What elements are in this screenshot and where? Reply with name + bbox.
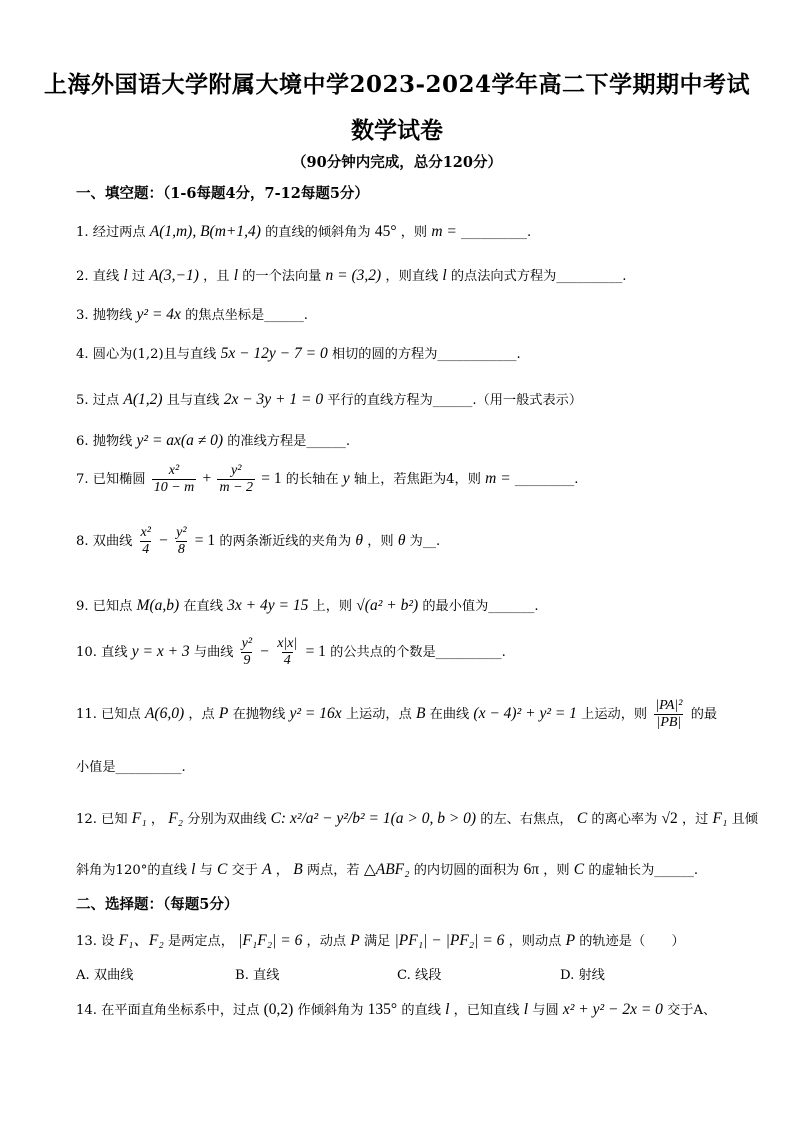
question-12-line-2: 斜角为120°的直线 l 与 C 交于 A ， B 两点，若 △ABF₂ 的内切圆的面积为 6π ，则 C 的虚轴长为______. xyxy=(76,861,699,878)
question-14: 14. 在平面直角坐标系中，过点 (0,2) 作倾斜角为 135° 的直线 l ，已知直线 l 与圆 x² + y² − 2x = 0 交于A、 xyxy=(76,1001,717,1018)
question-3: 3. 抛物线 y² = 4x 的焦点坐标是______. xyxy=(76,306,309,323)
q13-option-b: B. 直线 xyxy=(235,968,280,983)
q13-option-c: C. 线段 xyxy=(397,968,442,983)
exam-meta: （90分钟内完成，总分120分） xyxy=(292,154,502,171)
question-1: 1. 经过两点 A(1,m), B(m+1,4) 的直线的倾斜角为 45° ，则 m = __________. xyxy=(76,223,532,240)
section-1-heading: 一、填空题：（1-6每题4分，7-12每题5分） xyxy=(76,185,369,202)
exam-title: 上海外国语大学附属大境中学2023-2024学年高二下学期期中考试 xyxy=(43,71,751,98)
exam-subtitle: 数学试卷 xyxy=(351,117,443,144)
question-7: 7. 已知椭圆 $\frac{\text{x²}}{10 - m}$ + $\frac{\text{y²}}{m - 2}$ = 1 的长轴在 y 轴上，若焦距为4，则 m = _________. xyxy=(76,463,579,495)
fraction: $\frac{\text{x²}}{4}$ xyxy=(140,525,151,557)
fraction: $\frac{\text{y²}}{8}$ xyxy=(176,525,187,557)
fraction: $\frac{\text{y²}}{m - 2}$ xyxy=(219,463,254,495)
fraction: $\frac{\text{x²}}{10 - m}$ xyxy=(153,463,195,495)
fraction: $\frac{\text{|PA|²}}{|PB|}$ xyxy=(655,698,683,730)
q13-option-d: D. 射线 xyxy=(560,968,605,983)
question-8: 8. 双曲线 $\frac{\text{x²}}{4}$ − $\frac{\text{y²}}{8}$ = 1 的两条渐近线的夹角为 θ ，则 θ 为__. xyxy=(76,525,441,557)
question-11-line-2: 小值是__________. xyxy=(76,760,186,775)
question-12: 12. 已知 F₁ ， F₂ 分别为双曲线 C: x²/a² − y²/b² = 1(a > 0, b > 0) 的左、右焦点， C 的离心率为 √2 ，过 F₁ 且倾 xyxy=(76,810,758,827)
question-11: 11. 已知点 A(6,0) ，点 P 在抛物线 y² = 16x 上运动，点 B 在曲线 (x − 4)² + y² = 1 上运动，则 $\frac{\text{|PA|²}}{|PB|}$ 的最 xyxy=(76,698,718,730)
q13-option-a: A. 双曲线 xyxy=(76,968,134,983)
question-10: 10. 直线 y = x + 3 与曲线 $\frac{\text{y²}}{9}$ − $\frac{x|x|}{4}$ = 1 的公共点的个数是__________. xyxy=(76,636,506,668)
section-2-heading: 二、选择题：（每题5分） xyxy=(76,896,239,913)
question-5: 5. 过点 A(1,2) 且与直线 2x − 3y + 1 = 0 平行的直线方程为______.（用一般式表示） xyxy=(76,391,583,408)
question-4: 4. 圆心为(1,2)且与直线 5x − 12y − 7 = 0 相切的圆的方程为____________. xyxy=(76,345,521,362)
fraction: $\frac{x|x|}{4}$ xyxy=(277,636,298,668)
fraction: $\frac{\text{y²}}{9}$ xyxy=(241,636,253,668)
question-9: 9. 已知点 M(a,b) 在直线 3x + 4y = 15 上，则 √(a² + b²) 的最小值为_______. xyxy=(76,597,539,614)
question-2: 2. 直线 l 过 A(3,−1) ，且 l 的一个法向量 n = (3,2) ，则直线 l 的点法向式方程为__________. xyxy=(76,267,627,284)
question-13: 13. 设 F₁、F₂ 是两定点， |F₁F₂| = 6 ，动点 P 满足 |PF₁| − |PF₂| = 6 ，则动点 P 的轨迹是（ ） xyxy=(76,932,685,949)
question-6: 6. 抛物线 y² = ax(a ≠ 0) 的准线方程是______. xyxy=(76,432,351,449)
